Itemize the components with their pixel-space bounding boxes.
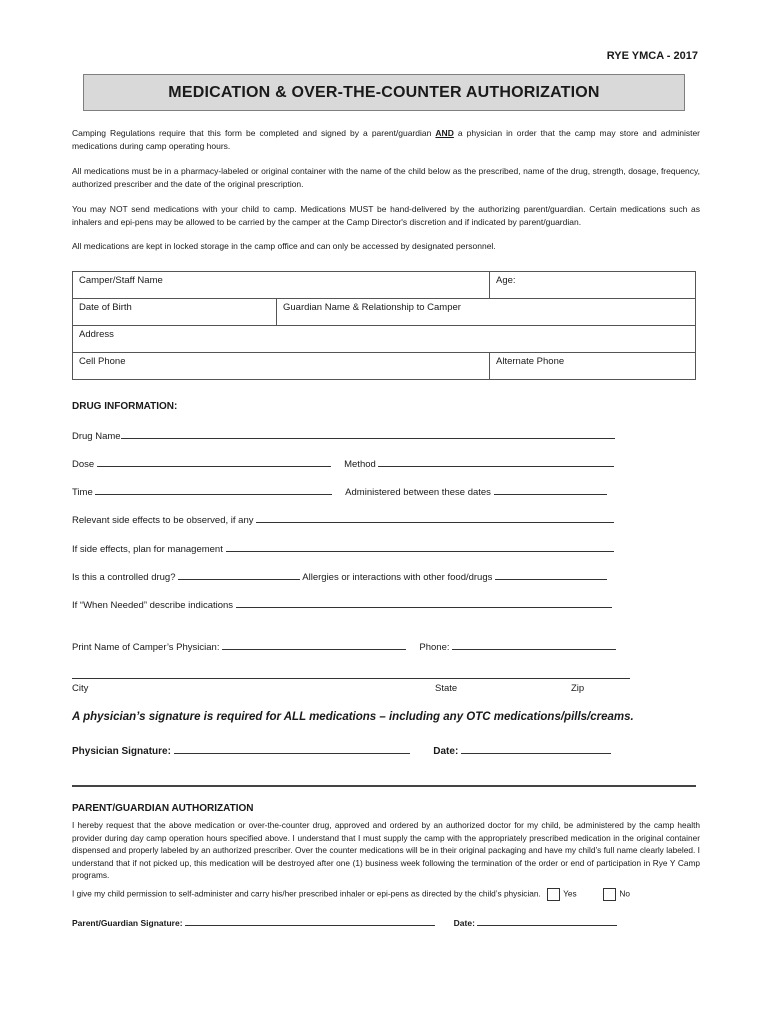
guardian-field[interactable] bbox=[277, 299, 696, 326]
drug-name-label: Drug Name bbox=[72, 431, 121, 442]
alternate-phone-label: Alternate Phone bbox=[496, 356, 565, 367]
allergies-label: Allergies or interactions with other food/drugs bbox=[302, 572, 493, 583]
when-needed-label: If “When Needed” describe indications bbox=[72, 600, 234, 611]
address-line[interactable] bbox=[72, 678, 630, 679]
physician-date-label: Date: bbox=[433, 746, 459, 757]
drug-name-row bbox=[72, 429, 615, 442]
plan-label: If side effects, plan for management bbox=[72, 544, 223, 555]
camper-info-table bbox=[72, 271, 696, 380]
age-label: Age: bbox=[496, 275, 516, 286]
dose-label: Dose bbox=[72, 459, 95, 470]
physician-signature-line[interactable] bbox=[174, 744, 410, 754]
parent-signature-line[interactable] bbox=[185, 916, 435, 926]
form-title bbox=[83, 74, 685, 111]
camper-name-field[interactable] bbox=[73, 272, 490, 299]
dob-label: Date of Birth bbox=[79, 302, 132, 313]
address-label: Address bbox=[79, 329, 114, 340]
administered-between-label: Administered between these dates bbox=[345, 487, 491, 498]
parent-signature-row bbox=[72, 916, 617, 928]
form-title-text: MEDICATION & OVER-THE-COUNTER AUTHORIZATION bbox=[168, 83, 600, 101]
state-label: State bbox=[435, 683, 458, 694]
method-line[interactable] bbox=[378, 457, 614, 467]
method-label: Method bbox=[344, 459, 376, 470]
guardian-label: Guardian Name & Relationship to Camper bbox=[283, 302, 461, 313]
time-label: Time bbox=[72, 487, 93, 498]
time-dates-row bbox=[72, 485, 607, 498]
when-needed-line[interactable] bbox=[236, 598, 612, 608]
plan-row bbox=[72, 542, 614, 555]
controlled-drug-line[interactable] bbox=[178, 570, 300, 580]
physician-name-line[interactable] bbox=[222, 640, 406, 650]
camper-name-label: Camper/Staff Name bbox=[79, 275, 163, 286]
drug-info-heading: DRUG INFORMATION: bbox=[72, 401, 178, 412]
intro-p1-after: a physician in order that the camp may store and administer medications during camp operating hours. bbox=[72, 128, 701, 151]
self-administer-text: I give my child permission to self-administer and carry his/her prescribed inhaler or epi-pens as directed by the child’s physician. bbox=[72, 888, 541, 899]
controlled-allergies-row bbox=[72, 570, 607, 583]
parent-auth-heading: PARENT/GUARDIAN AUTHORIZATION bbox=[72, 803, 254, 814]
physician-name-row bbox=[72, 640, 616, 653]
dob-field[interactable] bbox=[73, 299, 277, 326]
administered-between-line[interactable] bbox=[494, 485, 607, 495]
physician-name-label: Print Name of Camper’s Physician: bbox=[72, 642, 220, 653]
yes-checkbox[interactable] bbox=[547, 888, 560, 901]
side-effects-label: Relevant side effects to be observed, if any bbox=[72, 515, 254, 526]
yes-label: Yes bbox=[563, 888, 577, 899]
parent-date-line[interactable] bbox=[477, 916, 617, 926]
when-needed-row bbox=[72, 598, 612, 611]
physician-phone-line[interactable] bbox=[452, 640, 616, 650]
intro-p1-and: AND bbox=[435, 128, 454, 138]
physician-date-line[interactable] bbox=[461, 744, 611, 754]
cell-phone-field[interactable] bbox=[73, 353, 490, 380]
city-label: City bbox=[72, 683, 89, 694]
side-effects-row bbox=[72, 513, 614, 526]
intro-paragraph-4: All medications are kept in locked storage in the camp office and can only be accessed by designated personnel. bbox=[72, 241, 496, 251]
address-field[interactable] bbox=[73, 326, 696, 353]
cell-phone-label: Cell Phone bbox=[79, 356, 126, 367]
no-label: No bbox=[619, 888, 630, 899]
parent-signature-label: Parent/Guardian Signature: bbox=[72, 918, 183, 928]
org-year-label: RYE YMCA - 2017 bbox=[606, 50, 698, 62]
plan-line[interactable] bbox=[226, 542, 614, 552]
physician-requirement-note: A physician’s signature is required for ALL medications – including any OTC medications/pills/creams. bbox=[72, 711, 634, 723]
physician-phone-label: Phone: bbox=[419, 642, 450, 653]
parent-auth-text: I hereby request that the above medication or over-the-counter drug, approved and ordered by an authorized doctor for my child, be administered by the camp health provider during day camp operation hours specified above. I understand that I must supply the camp with the appropriately prescribed medication in the original container dispensed and properly labeled by an authorized prescriber. Over the counter medications will be in their original packaging and have my child’s full name clearly labeled. I understand that if not picked up, this medication will be destroyed after one (1) business week following the termination of the order or end of participation in Rye Y Camp programs. bbox=[72, 820, 700, 880]
drug-name-line[interactable] bbox=[121, 429, 615, 439]
physician-signature-row bbox=[72, 744, 611, 757]
intro-paragraph-2: All medications must be in a pharmacy-labeled or original container with the name of the child below as the prescribed, name of the drug, strength, dosage, frequency, authorized prescriber and the date of the original prescription. bbox=[72, 166, 700, 189]
allergies-line[interactable] bbox=[495, 570, 607, 580]
alternate-phone-field[interactable] bbox=[490, 353, 696, 380]
time-line[interactable] bbox=[95, 485, 332, 495]
intro-p1-before: Camping Regulations require that this form be completed and signed by a parent/guardian bbox=[72, 128, 436, 138]
controlled-drug-label: Is this a controlled drug? bbox=[72, 572, 176, 583]
parent-date-label: Date: bbox=[453, 918, 475, 928]
zip-label: Zip bbox=[571, 683, 585, 694]
physician-signature-label: Physician Signature: bbox=[72, 746, 171, 757]
dose-line[interactable] bbox=[97, 457, 331, 467]
intro-paragraph-3: You may NOT send medications with your child to camp. Medications MUST be hand-delivered by the authorizing parent/guardian. Certain medications such as inhalers and epi-pens may be allowed to be carried by the camper at the Camp Director's discretion and if indicated by parent/guardian. bbox=[72, 204, 700, 227]
intro-paragraph-1 bbox=[72, 127, 700, 153]
dose-method-row bbox=[72, 457, 614, 470]
self-administer-row bbox=[72, 888, 630, 901]
section-divider bbox=[72, 785, 696, 787]
no-checkbox[interactable] bbox=[603, 888, 616, 901]
age-field[interactable] bbox=[490, 272, 696, 299]
side-effects-line[interactable] bbox=[256, 513, 614, 523]
